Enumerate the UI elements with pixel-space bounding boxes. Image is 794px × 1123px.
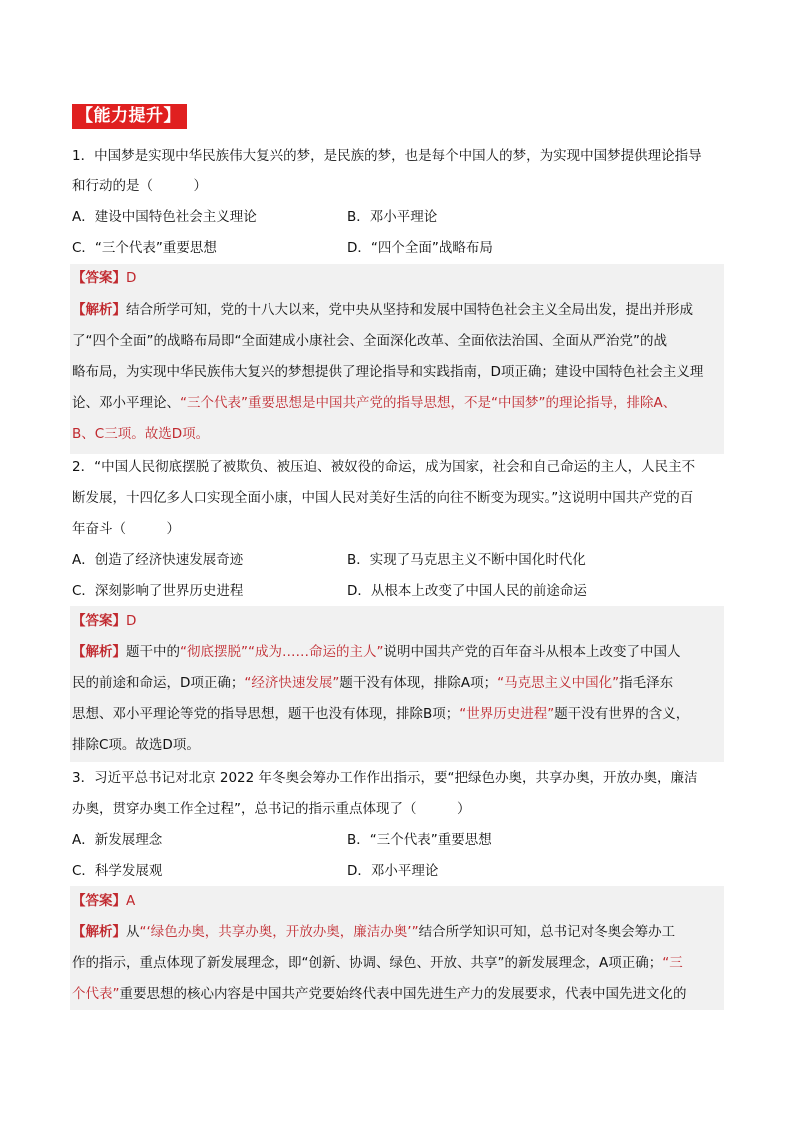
q2-analysis-text-1c: 说明中国共产党的百年奋斗从根本上改变了中国人 [383,644,681,660]
q2-analysis-text-2e: 指毛泽东 [619,675,674,691]
q1-option-d: D．“四个全面”战略布局 [347,240,493,256]
q2-analysis-text-2c: 题干没有体现，排除A项； [339,675,498,691]
q1-analysis-line-2: 了“四个全面”的战略布局即“全面建成小康社会、全面深化改革、全面依法治国、全面从严治党”的战 [72,333,667,349]
q2-answer-value: D [126,613,137,629]
q2-analysis-line-3 [72,704,689,724]
q3-analysis-line-3 [72,984,687,1004]
q2-analysis-line-2 [72,673,673,693]
q3-answer [72,891,135,911]
q2-analysis-line-1 [72,642,680,662]
question-1-line-2: 和行动的是（ ） [72,178,207,194]
q2-option-a: A．创造了经济快速发展奇迹 [72,552,244,568]
q2-option-b: B．实现了马克思主义不断中国化时代化 [347,552,586,568]
q3-analysis-text-2b: “三 [662,955,683,971]
q1-analysis-text-1: 结合所学可知，党的十八大以来，党中央从坚持和发展中国特色社会主义全局出发，提出并形成 [126,302,693,318]
q2-analysis-text-2d: “马克思主义中国化” [497,675,620,691]
q3-analysis-text-1a: 从 [126,924,140,940]
q1-answer-value: D [126,270,137,286]
section-title: 【能力提升】 [72,104,187,129]
q2-analysis-text-3a: 思想、邓小平理论等党的指导思想，题干也没有体现，排除B项； [72,706,460,722]
q3-analysis-text-1b: “‘绿色办奥，共享办奥，开放办奥，廉洁办奥’” [139,924,419,940]
question-3-line-2: 办奥，贯穿办奥工作全过程”，总书记的指示重点体现了（ ） [72,801,471,817]
q2-option-c: C．深刻影响了世界历史进程 [72,583,244,599]
q2-analysis-text-2b: “经济快速发展” [244,675,340,691]
q3-answer-value: A [126,893,136,909]
analysis-label: 【解析】 [72,302,126,318]
q3-option-d: D．邓小平理论 [347,863,439,879]
q1-option-b: B．邓小平理论 [347,209,438,225]
q1-option-a: A．建设中国特色社会主义理论 [72,209,257,225]
q3-analysis-text-2a: 作的指示，重点体现了新发展理念，即“创新、协调、绿色、开放、共享”的新发展理念，A项正确； [72,955,663,971]
q3-option-b: B．“三个代表”重要思想 [347,832,492,848]
q1-analysis-line-4 [72,393,676,413]
q1-answer [72,268,136,288]
q1-analysis-line-3: 略布局，为实现中华民族伟大复兴的梦想提供了理论指导和实践指南，D项正确；建设中国特色社会主义理 [72,364,704,380]
answer-label: 【答案】 [72,270,126,286]
q2-analysis-text-2a: 民的前途和命运，D项正确； [72,675,245,691]
question-3-line-1: 3．习近平总书记对北京 2022 年冬奥会筹办工作作出指示，要“把绿色办奥，共享办奥，开放办奥，廉洁 [72,770,698,786]
question-2-line-3: 年奋斗（ ） [72,521,180,537]
analysis-label: 【解析】 [72,924,126,940]
q1-analysis-line-5: B、C三项。故选D项。 [72,426,210,442]
q3-option-c: C．科学发展观 [72,863,163,879]
question-2-line-1: 2．“中国人民彻底摆脱了被欺负、被压迫、被奴役的命运，成为国家，社会和自己命运的主人，人民主不 [72,459,696,475]
q1-analysis-text-4a: 论、邓小平理论、 [72,395,180,411]
q3-analysis-line-1 [72,922,675,942]
q3-analysis-text-3b: 重要思想的核心内容是中国共产党要始终代表中国先进生产力的发展要求，代表中国先进文化的 [119,986,687,1002]
question-2-line-2: 断发展，十四亿多人口实现全面小康，中国人民对美好生活的向往不断变为现实。”这说明中国共产党的百 [72,490,694,506]
q2-option-d: D．从根本上改变了中国人民的前途命运 [347,583,587,599]
q2-answer [72,611,136,631]
analysis-label: 【解析】 [72,644,126,660]
q3-analysis-text-3a: 个代表” [72,986,120,1002]
answer-label: 【答案】 [72,893,126,909]
q1-analysis-text-4b: “三个代表”重要思想是中国共产党的指导思想，不是“中国梦”的理论指导，排除A、 [180,395,677,411]
question-1-line-1: 1．中国梦是实现中华民族伟大复兴的梦，是民族的梦，也是每个中国人的梦，为实现中国梦提供理论指导 [72,148,702,164]
q2-analysis-text-3c: 题干没有世界的含义， [554,706,690,722]
q2-analysis-text-1b: “彻底摆脱”“成为……命运的主人” [180,644,384,660]
q2-analysis-line-4: 排除C项。故选D项。 [72,737,200,753]
q3-analysis-text-1c: 结合所学知识可知，总书记对冬奥会筹办工 [418,924,676,940]
q3-analysis-line-2 [72,953,683,973]
q1-option-c: C．“三个代表”重要思想 [72,240,217,256]
q2-analysis-text-1a: 题干中的 [126,644,180,660]
answer-label: 【答案】 [72,613,126,629]
q1-analysis-line-1 [72,300,693,320]
q2-analysis-text-3b: “世界历史进程” [459,706,555,722]
q3-option-a: A．新发展理念 [72,832,163,848]
